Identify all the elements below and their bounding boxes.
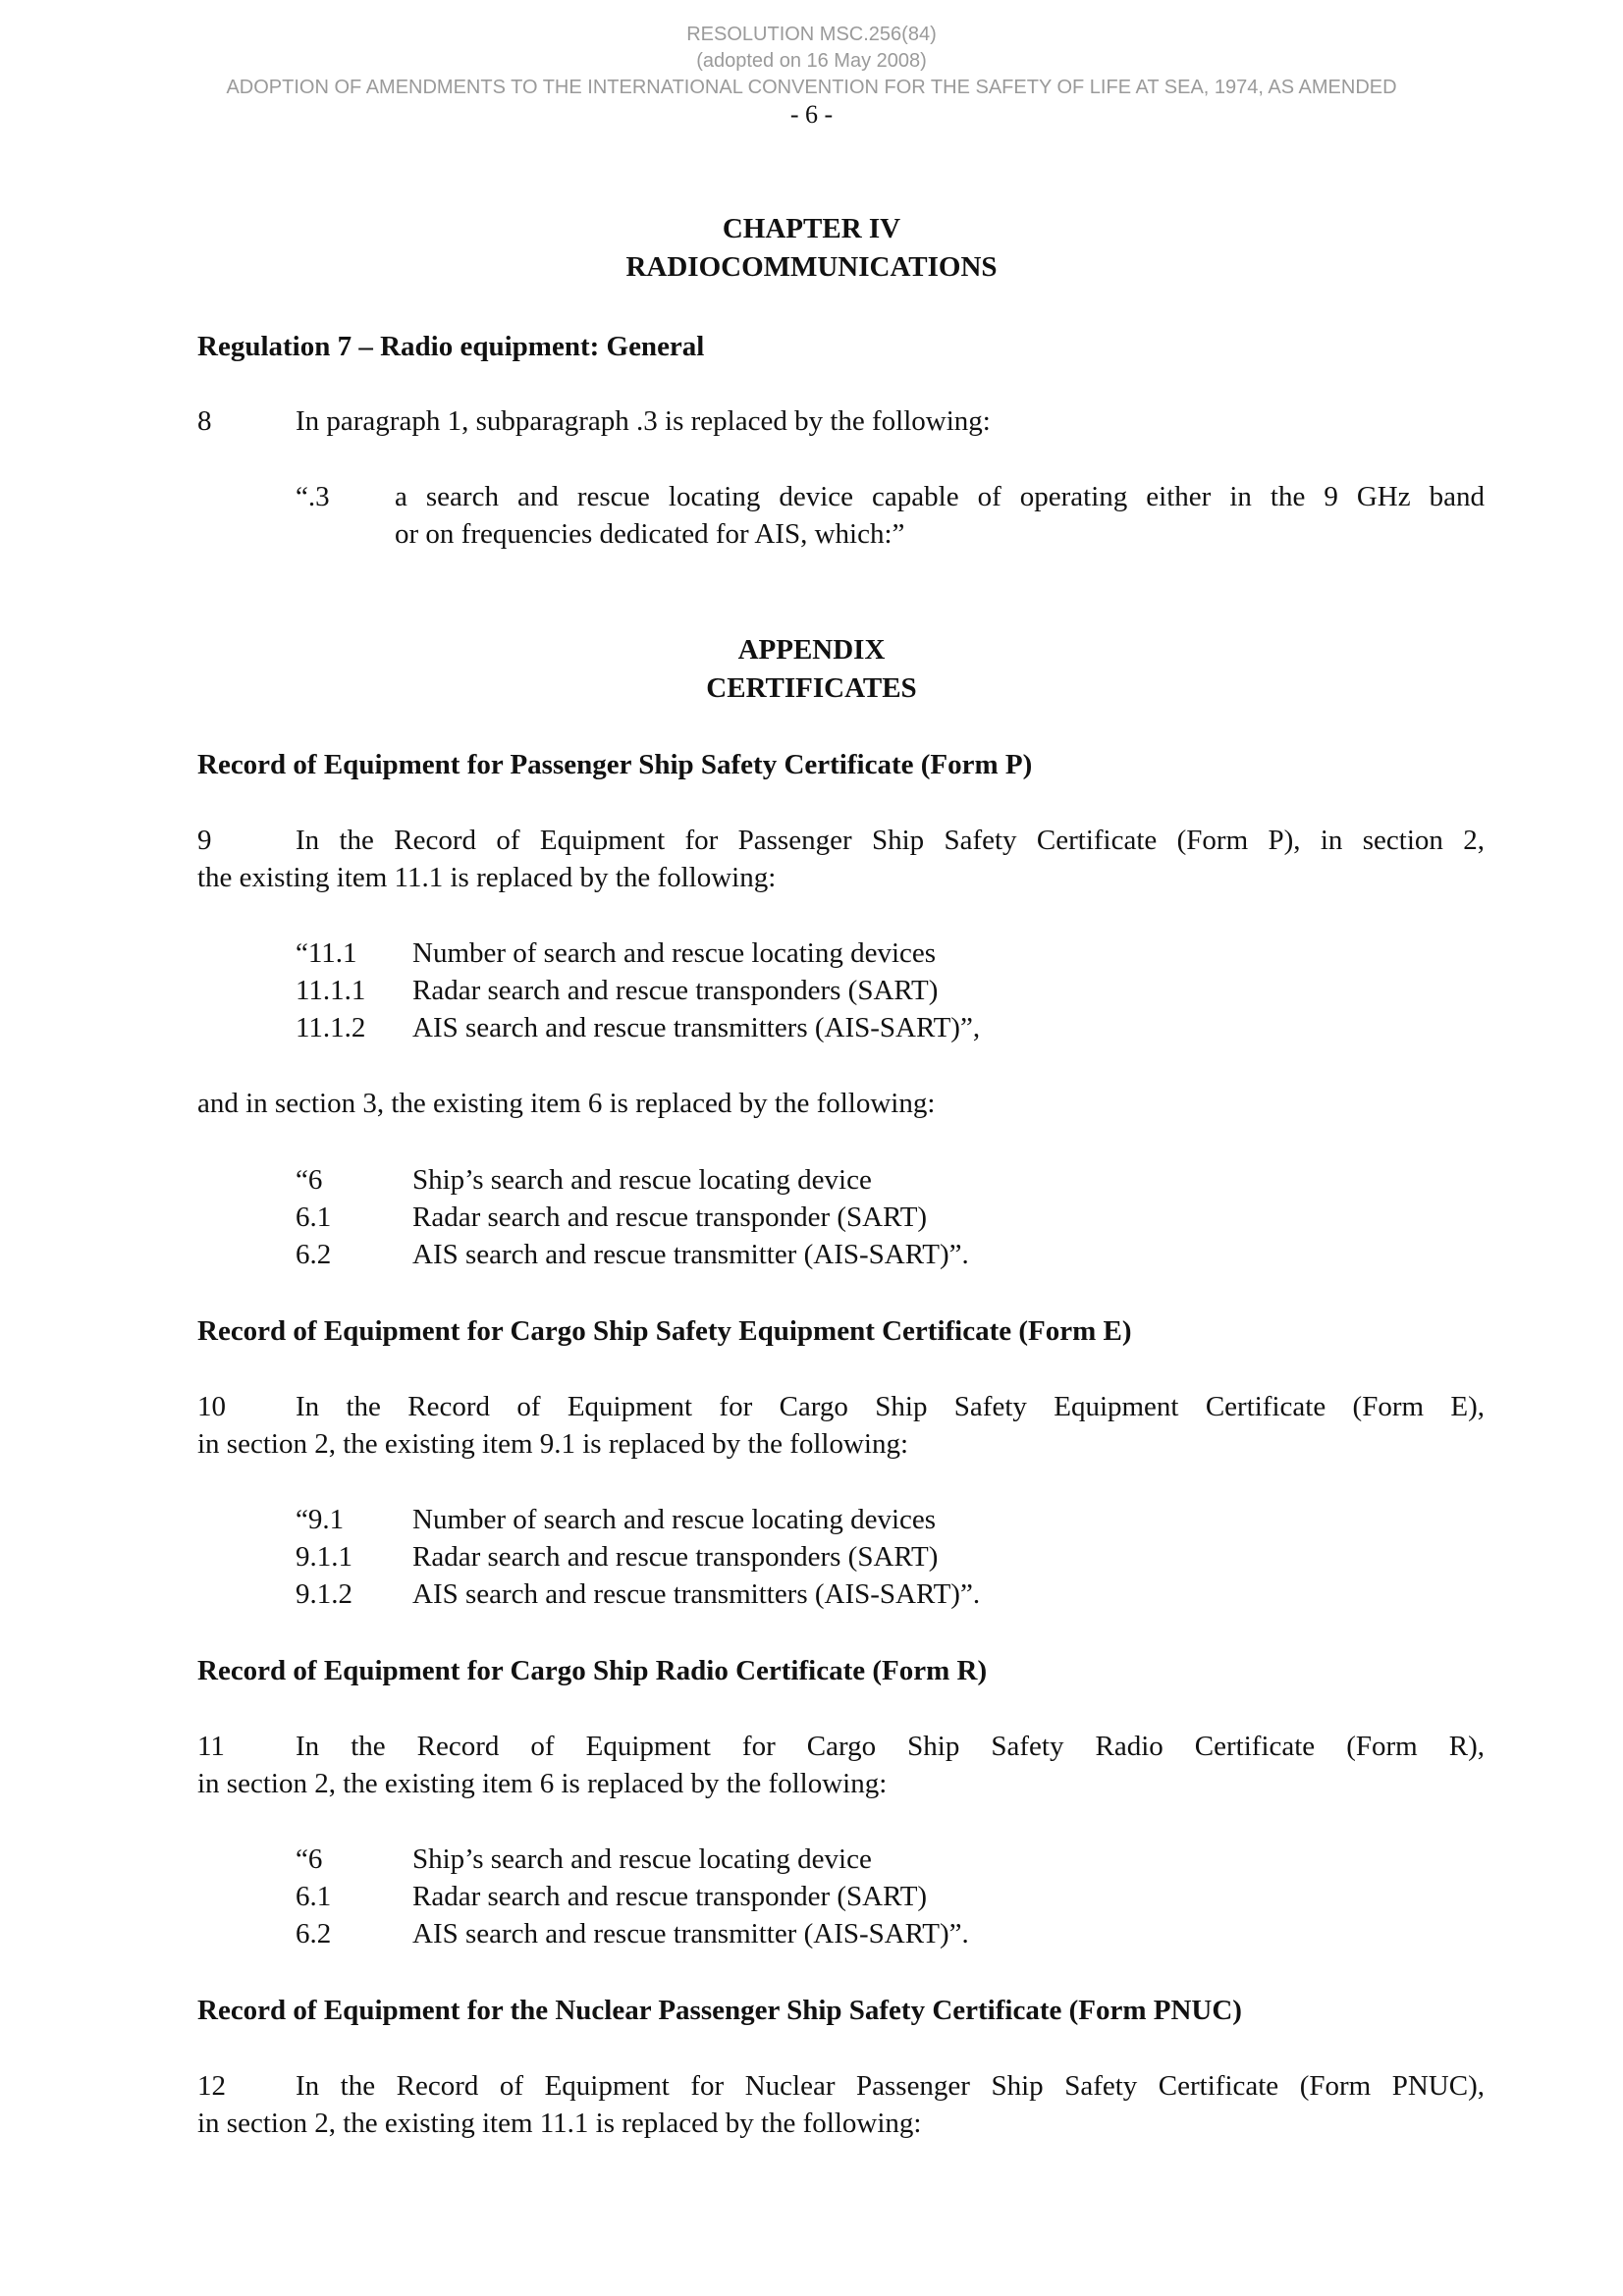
list-item-number: 9.1.1 [296, 1541, 352, 1573]
list-item-number: 6.1 [296, 1201, 332, 1233]
para11-number: 11 [197, 1731, 225, 1762]
para12-line2: in section 2, the existing item 11.1 is replaced by the following: [197, 2108, 922, 2139]
section3-text: and in section 3, the existing item 6 is replaced by the following: [197, 1088, 936, 1119]
para11-line2: in section 2, the existing item 6 is replaced by the following: [197, 1768, 888, 1799]
formR-heading: Record of Equipment for Cargo Ship Radio Certificate (Form R) [197, 1655, 988, 1686]
list-item-number: 6.2 [296, 1918, 332, 1949]
list-item-text: AIS search and rescue transmitter (AIS-SART)”. [412, 1239, 969, 1270]
para8-text: In paragraph 1, subparagraph .3 is replaced by the following: [296, 405, 991, 437]
list-item-text: Ship’s search and rescue locating device [412, 1843, 872, 1875]
para8-quote-number: “.3 [296, 481, 330, 512]
list-item-number: 11.1.1 [296, 975, 366, 1006]
para11-line1: In the Record of Equipment for Cargo Ship Safety Radio Certificate (Form R), [296, 1731, 1485, 1762]
list-item-text: AIS search and rescue transmitters (AIS-SART)”, [412, 1012, 981, 1043]
list-item-text: Ship’s search and rescue locating device [412, 1164, 872, 1196]
list-item-text: Number of search and rescue locating devices [412, 1504, 937, 1535]
formE-heading: Record of Equipment for Cargo Ship Safety Equipment Certificate (Form E) [197, 1315, 1132, 1347]
para8-quote-line1: a search and rescue locating device capable of operating either in the 9 GHz band [395, 481, 1485, 512]
para10-number: 10 [197, 1391, 226, 1422]
list-item-number: “6 [296, 1843, 323, 1875]
list-item-number: 6.2 [296, 1239, 332, 1270]
para8-quote-line2: or on frequencies dedicated for AIS, which:” [395, 518, 905, 550]
para10-line2: in section 2, the existing item 9.1 is replaced by the following: [197, 1428, 909, 1460]
list-item-number: “11.1 [296, 937, 357, 969]
list-item-number: 9.1.2 [296, 1578, 352, 1610]
list-item-text: AIS search and rescue transmitter (AIS-SART)”. [412, 1918, 969, 1949]
appendix-subtitle: CERTIFICATES [706, 672, 917, 704]
para9-number: 9 [197, 825, 212, 856]
para9-line2: the existing item 11.1 is replaced by the following: [197, 862, 777, 893]
resolution-header: RESOLUTION MSC.256(84) [686, 24, 937, 45]
adoption-date: (adopted on 16 May 2008) [696, 50, 927, 72]
document-subtitle: ADOPTION OF AMENDMENTS TO THE INTERNATIONAL CONVENTION FOR THE SAFETY OF LIFE AT SEA, 1974, AS AMENDED [226, 77, 1397, 98]
list-item-number: 11.1.2 [296, 1012, 366, 1043]
list-item-number: 6.1 [296, 1881, 332, 1912]
chapter-subtitle: RADIOCOMMUNICATIONS [625, 251, 998, 283]
para12-number: 12 [197, 2070, 226, 2102]
list-item-text: Radar search and rescue transponders (SART) [412, 975, 939, 1006]
list-item-text: AIS search and rescue transmitters (AIS-SART)”. [412, 1578, 981, 1610]
list-item-text: Radar search and rescue transponder (SART) [412, 1201, 928, 1233]
chapter-title: CHAPTER IV [722, 213, 901, 244]
regulation-heading: Regulation 7 – Radio equipment: General [197, 331, 705, 362]
appendix-title: APPENDIX [737, 634, 886, 666]
list-item-number: “6 [296, 1164, 323, 1196]
formP-heading: Record of Equipment for Passenger Ship Safety Certificate (Form P) [197, 749, 1033, 780]
page-number: - 6 - [789, 100, 834, 129]
list-item-number: “9.1 [296, 1504, 345, 1535]
formPNUC-heading: Record of Equipment for the Nuclear Passenger Ship Safety Certificate (Form PNUC) [197, 1995, 1242, 2026]
list-item-text: Radar search and rescue transponders (SART) [412, 1541, 939, 1573]
para8-number: 8 [197, 405, 212, 437]
para10-line1: In the Record of Equipment for Cargo Ship Safety Equipment Certificate (Form E), [296, 1391, 1485, 1422]
para12-line1: In the Record of Equipment for Nuclear Passenger Ship Safety Certificate (Form PNUC), [296, 2070, 1485, 2102]
list-item-text: Radar search and rescue transponder (SART) [412, 1881, 928, 1912]
list-item-text: Number of search and rescue locating devices [412, 937, 937, 969]
para9-line1: In the Record of Equipment for Passenger Ship Safety Certificate (Form P), in section 2, [296, 825, 1485, 856]
